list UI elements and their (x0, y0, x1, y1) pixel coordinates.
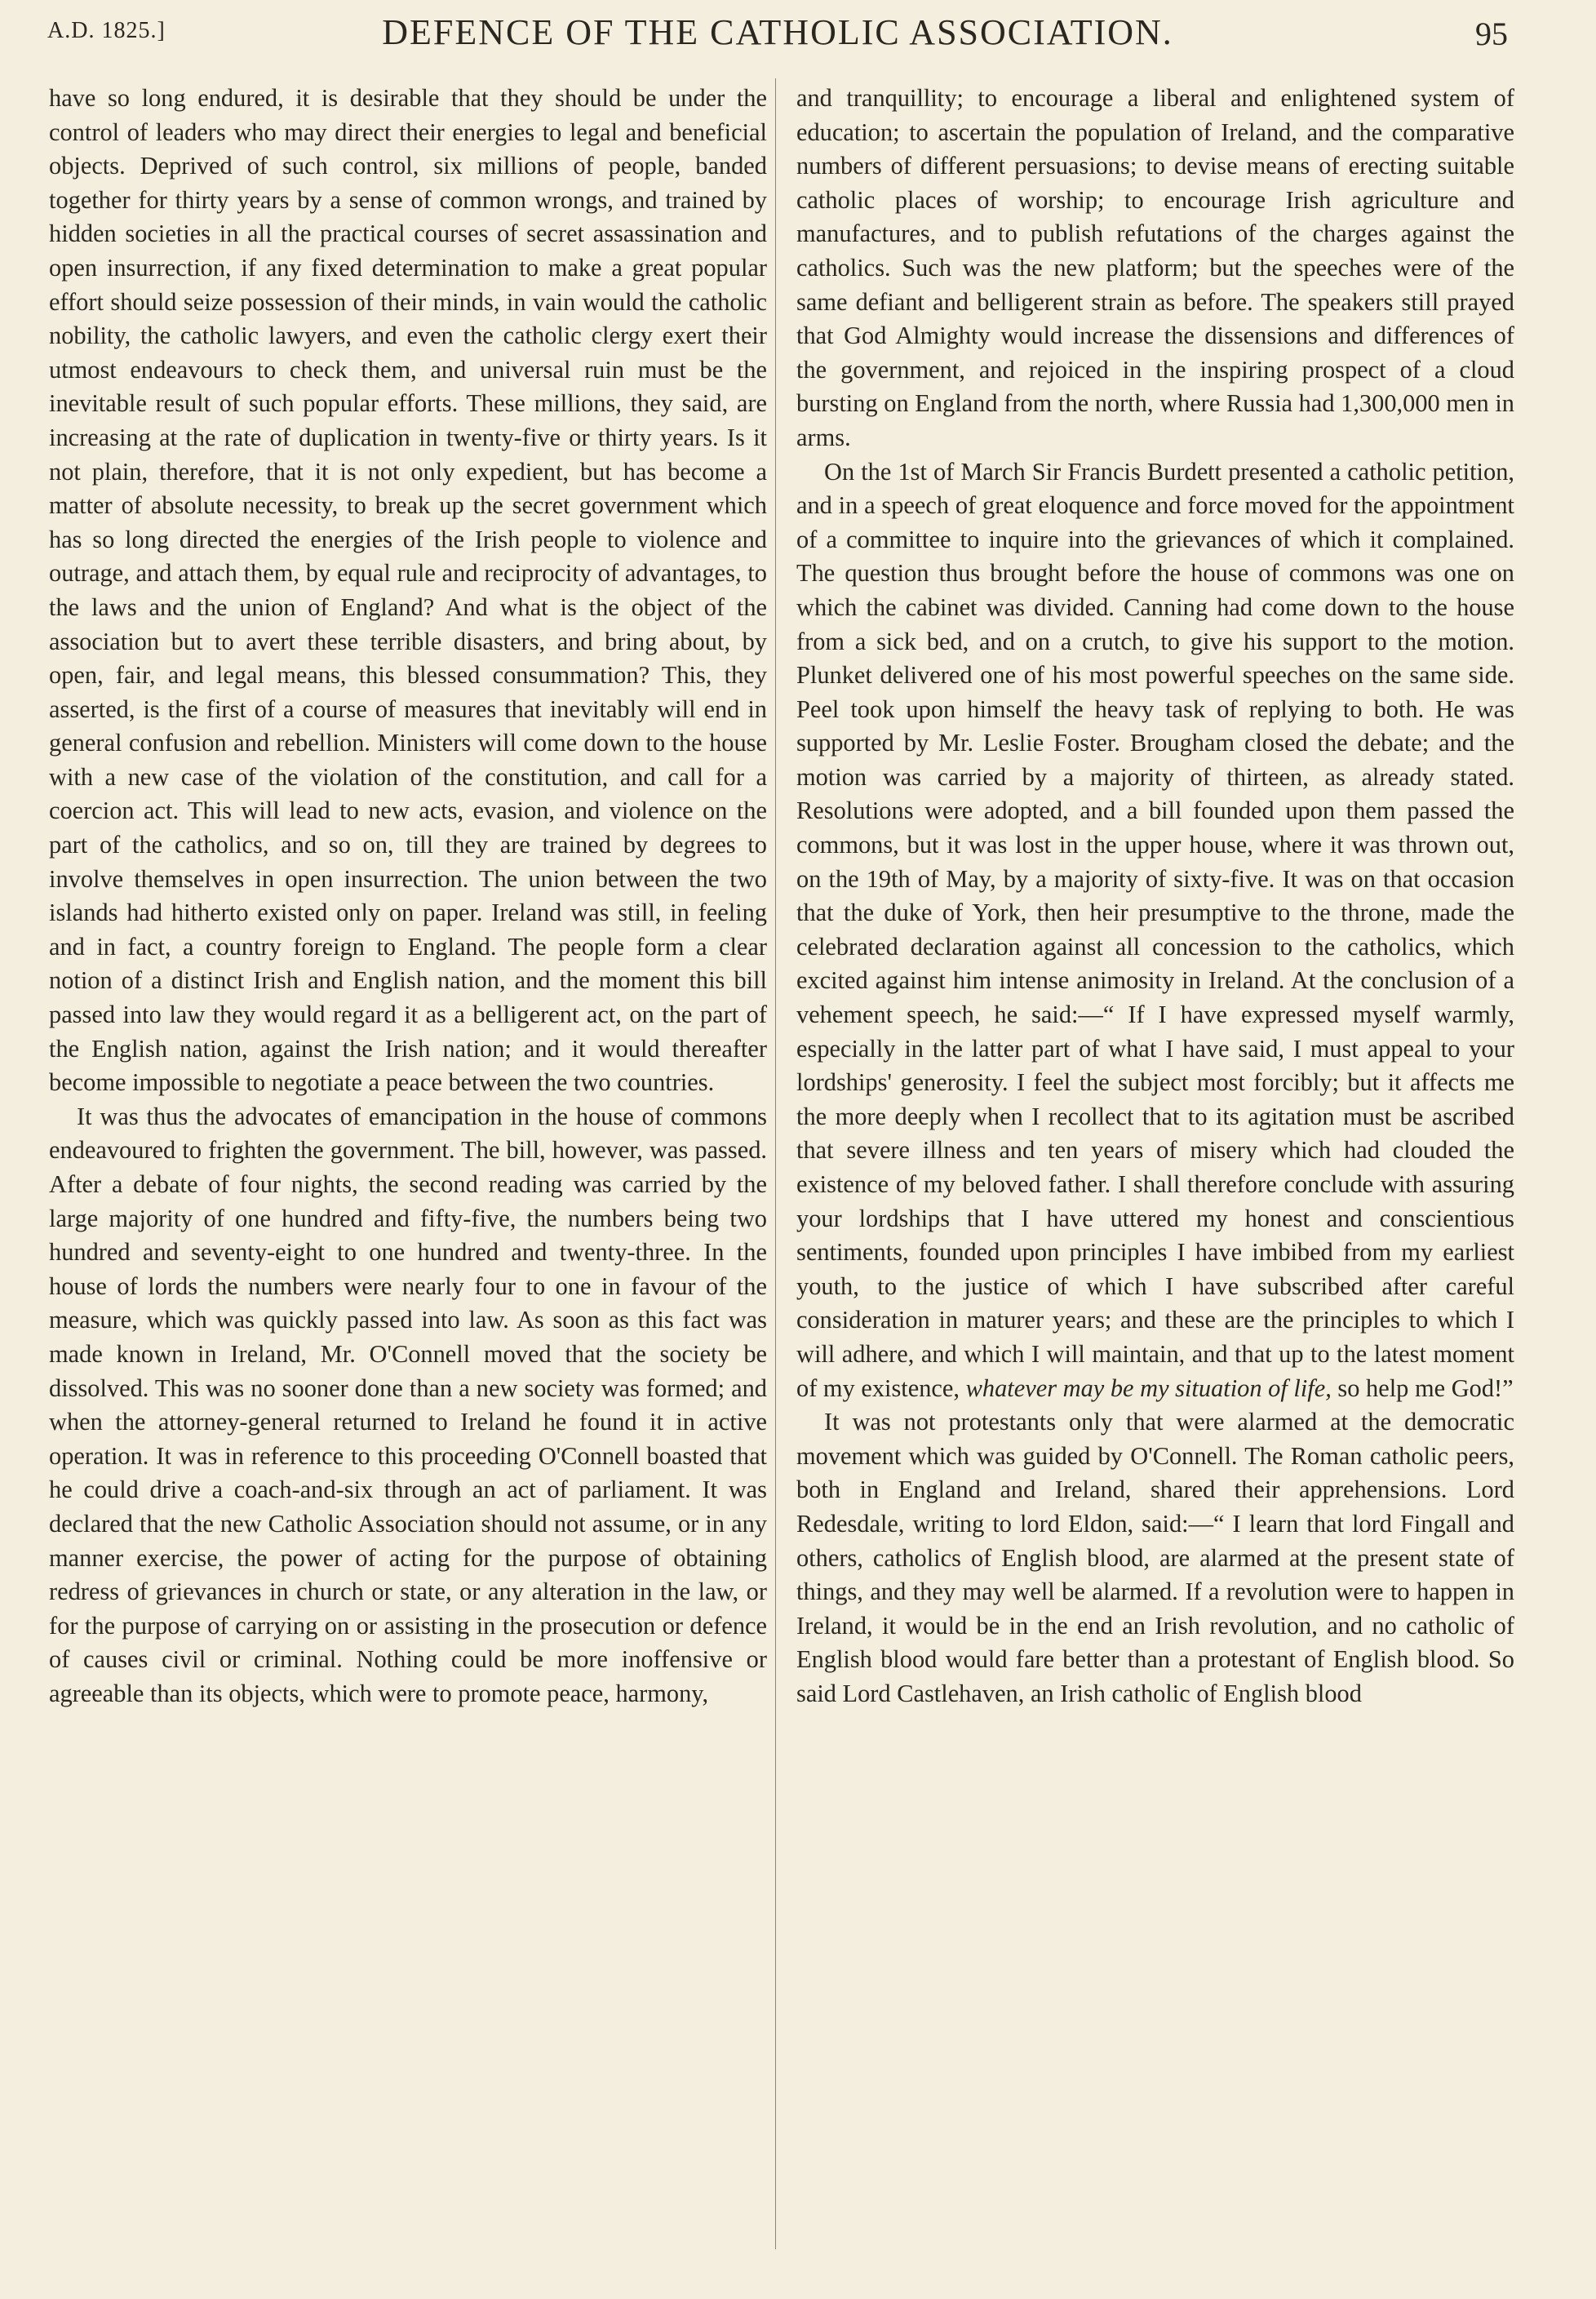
right-column (796, 82, 1514, 1711)
header-date: A.D. 1825.] (47, 18, 166, 43)
left-column (49, 82, 767, 1711)
header-title: DEFENCE OF THE CATHOLIC ASSOCIATION. (382, 12, 1173, 52)
right-paragraph-2 (796, 455, 1514, 1406)
right-paragraph-2-italic: whatever may be my situation of life, (965, 1374, 1332, 1402)
right-paragraph-2-end: so help me God!” (1337, 1374, 1514, 1402)
right-paragraph-3: It was not protestants only that were alarmed at the democratic movement which was guided by O'Connell. The Roman catholic peers, both in England and Ireland, shared their apprehensions. Lord Redesdale, writing to lord Eldon, said:—“ I learn that lord Fingall and others, catholics of English blood, are alarmed at the present state of things, and they may well be alarmed. If a revolution were to happen in Ireland, it would be in the end an Irish revolution, and no catholic of English blood would fare better than a protestant of English blood. So said Lord Castlehaven, an Irish catholic of English blood (796, 1408, 1514, 1707)
right-paragraph-1: and tranquillity; to encourage a liberal and enlightened system of education; to ascertain the population of Ireland, and the comparative numbers of different persuasions; to devise means of erecting suitable catholic places of worship; to encourage Irish agriculture and manufactures, and to publish refutations of the charges against the catholics. Such was the new platform; but the speeches were of the same defiant and belligerent strain as before. The speakers still prayed that God Almighty would increase the dissensions and differences of the government, and rejoiced in the inspiring prospect of a cloud bursting on England from the north, where Russia had 1,300,000 men in arms. (796, 84, 1514, 451)
right-paragraph-2-text: On the 1st of March Sir Francis Burdett presented a catholic petition, and in a speech of great eloquence and force moved for the appointment of a committee to inquire into the grievances of which it complained. The question thus brought before the house of commons was one on which the cabinet was divided. Canning had come down to the house from a sick bed, and on a crutch, to give his support to the motion. Plunket delivered one of his most powerful speeches on the same side. Peel took upon himself the heavy task of replying to both. He was supported by Mr. Leslie Foster. Brougham closed the debate; and the motion was carried by a majority of thirteen, as already stated. Resolutions were adopted, and a bill founded upon them passed the commons, but it was lost in the upper house, where it was thrown out, on the 19th of May, by a majority of sixty-five. It was on that occasion that the duke of York, then heir presumptive to the throne, made the celebrated declaration against all concession to the catholics, which excited against him intense animosity in Ireland. At the conclusion of a vehement speech, he said:—“ If I have expressed myself warmly, especially in the latter part of what I have said, I must appeal to your lordships' generosity. I feel the subject most forcibly; but it affects me the more deeply when I recollect that to its agitation must be ascribed that severe illness and ten years of misery which had clouded the existence of my beloved father. I shall therefore conclude with assuring your lordships that I have uttered my honest and conscientious sentiments, founded upon principles I have imbibed from my earliest youth, to the justice of which I have subscribed after careful consideration in maturer years; and these are the principles to which I will adhere, and which I will maintain, and that up to the latest moment of my existence, (796, 457, 1514, 1402)
page-number: 95 (1475, 16, 1508, 52)
left-paragraph-1: have so long endured, it is desirable that they should be under the control of leaders who may direct their energies to legal and beneficial objects. Deprived of such control, six millions of people, banded together for thirty years by a sense of common wrongs, and trained by hidden societies in all the practical courses of secret assassination and open insurrection, if any fixed determination to make a great popular effort should seize possession of their minds, in vain would the catholic nobility, the catholic lawyers, and even the catholic clergy exert their utmost endeavours to check them, and universal ruin must be the inevitable result of such popular efforts. These millions, they said, are increasing at the rate of duplication in twenty-five or thirty years. Is it not plain, therefore, that it is not only expedient, but has become a matter of absolute necessity, to break up the secret government which has so long directed the energies of the Irish people to violence and outrage, and attach them, by equal rule and reciprocity of advantages, to the laws and the union of England? And what is the object of the association but to avert these terrible disasters, and bring about, by open, fair, and legal means, this blessed consummation? This, they asserted, is the first of a course of measures that inevitably will end in general confusion and rebellion. Ministers will come down to the house with a new case of the violation of the constitution, and call for a coercion act. This will lead to new acts, evasion, and violence on the part of the catholics, and so on, till they are trained by degrees to involve themselves in open insurrection. The union between the two islands had hitherto existed only on paper. Ireland was still, in feeling and in fact, a country foreign to England. The people form a clear notion of a distinct Irish and English nation, and the moment this bill passed into law they would regard it as a belligerent act, on the part of the English nation, against the Irish nation; and it would thereafter become impossible to negotiate a peace between the two countries. (49, 84, 767, 1097)
page-header (47, 11, 1508, 62)
column-divider (775, 78, 776, 2249)
left-paragraph-2: It was thus the advocates of emancipation in the house of commons endeavoured to frighten the government. The bill, however, was passed. After a debate of four nights, the second reading was carried by the large majority of one hundred and fifty-five, the numbers being two hundred and seventy-eight to one hundred and twenty-three. In the house of lords the numbers were nearly four to one in favour of the measure, which was quickly passed into law. As soon as this fact was made known in Ireland, Mr. O'Connell moved that the society be dissolved. This was no sooner done than a new society was formed; and when the attorney-general returned to Ireland he found it in active operation. It was in reference to this proceeding O'Connell boasted that he could drive a coach-and-six through an act of parliament. It was declared that the new Catholic Association should not assume, or in any manner exercise, the power of acting for the purpose of obtaining redress of grievances in church or state, or any alteration in the law, or for the purpose of carrying on or assisting in the prosecution or defence of causes civil or criminal. Nothing could be more inoffensive or agreeable than its objects, which were to promote peace, harmony, (49, 1102, 767, 1707)
